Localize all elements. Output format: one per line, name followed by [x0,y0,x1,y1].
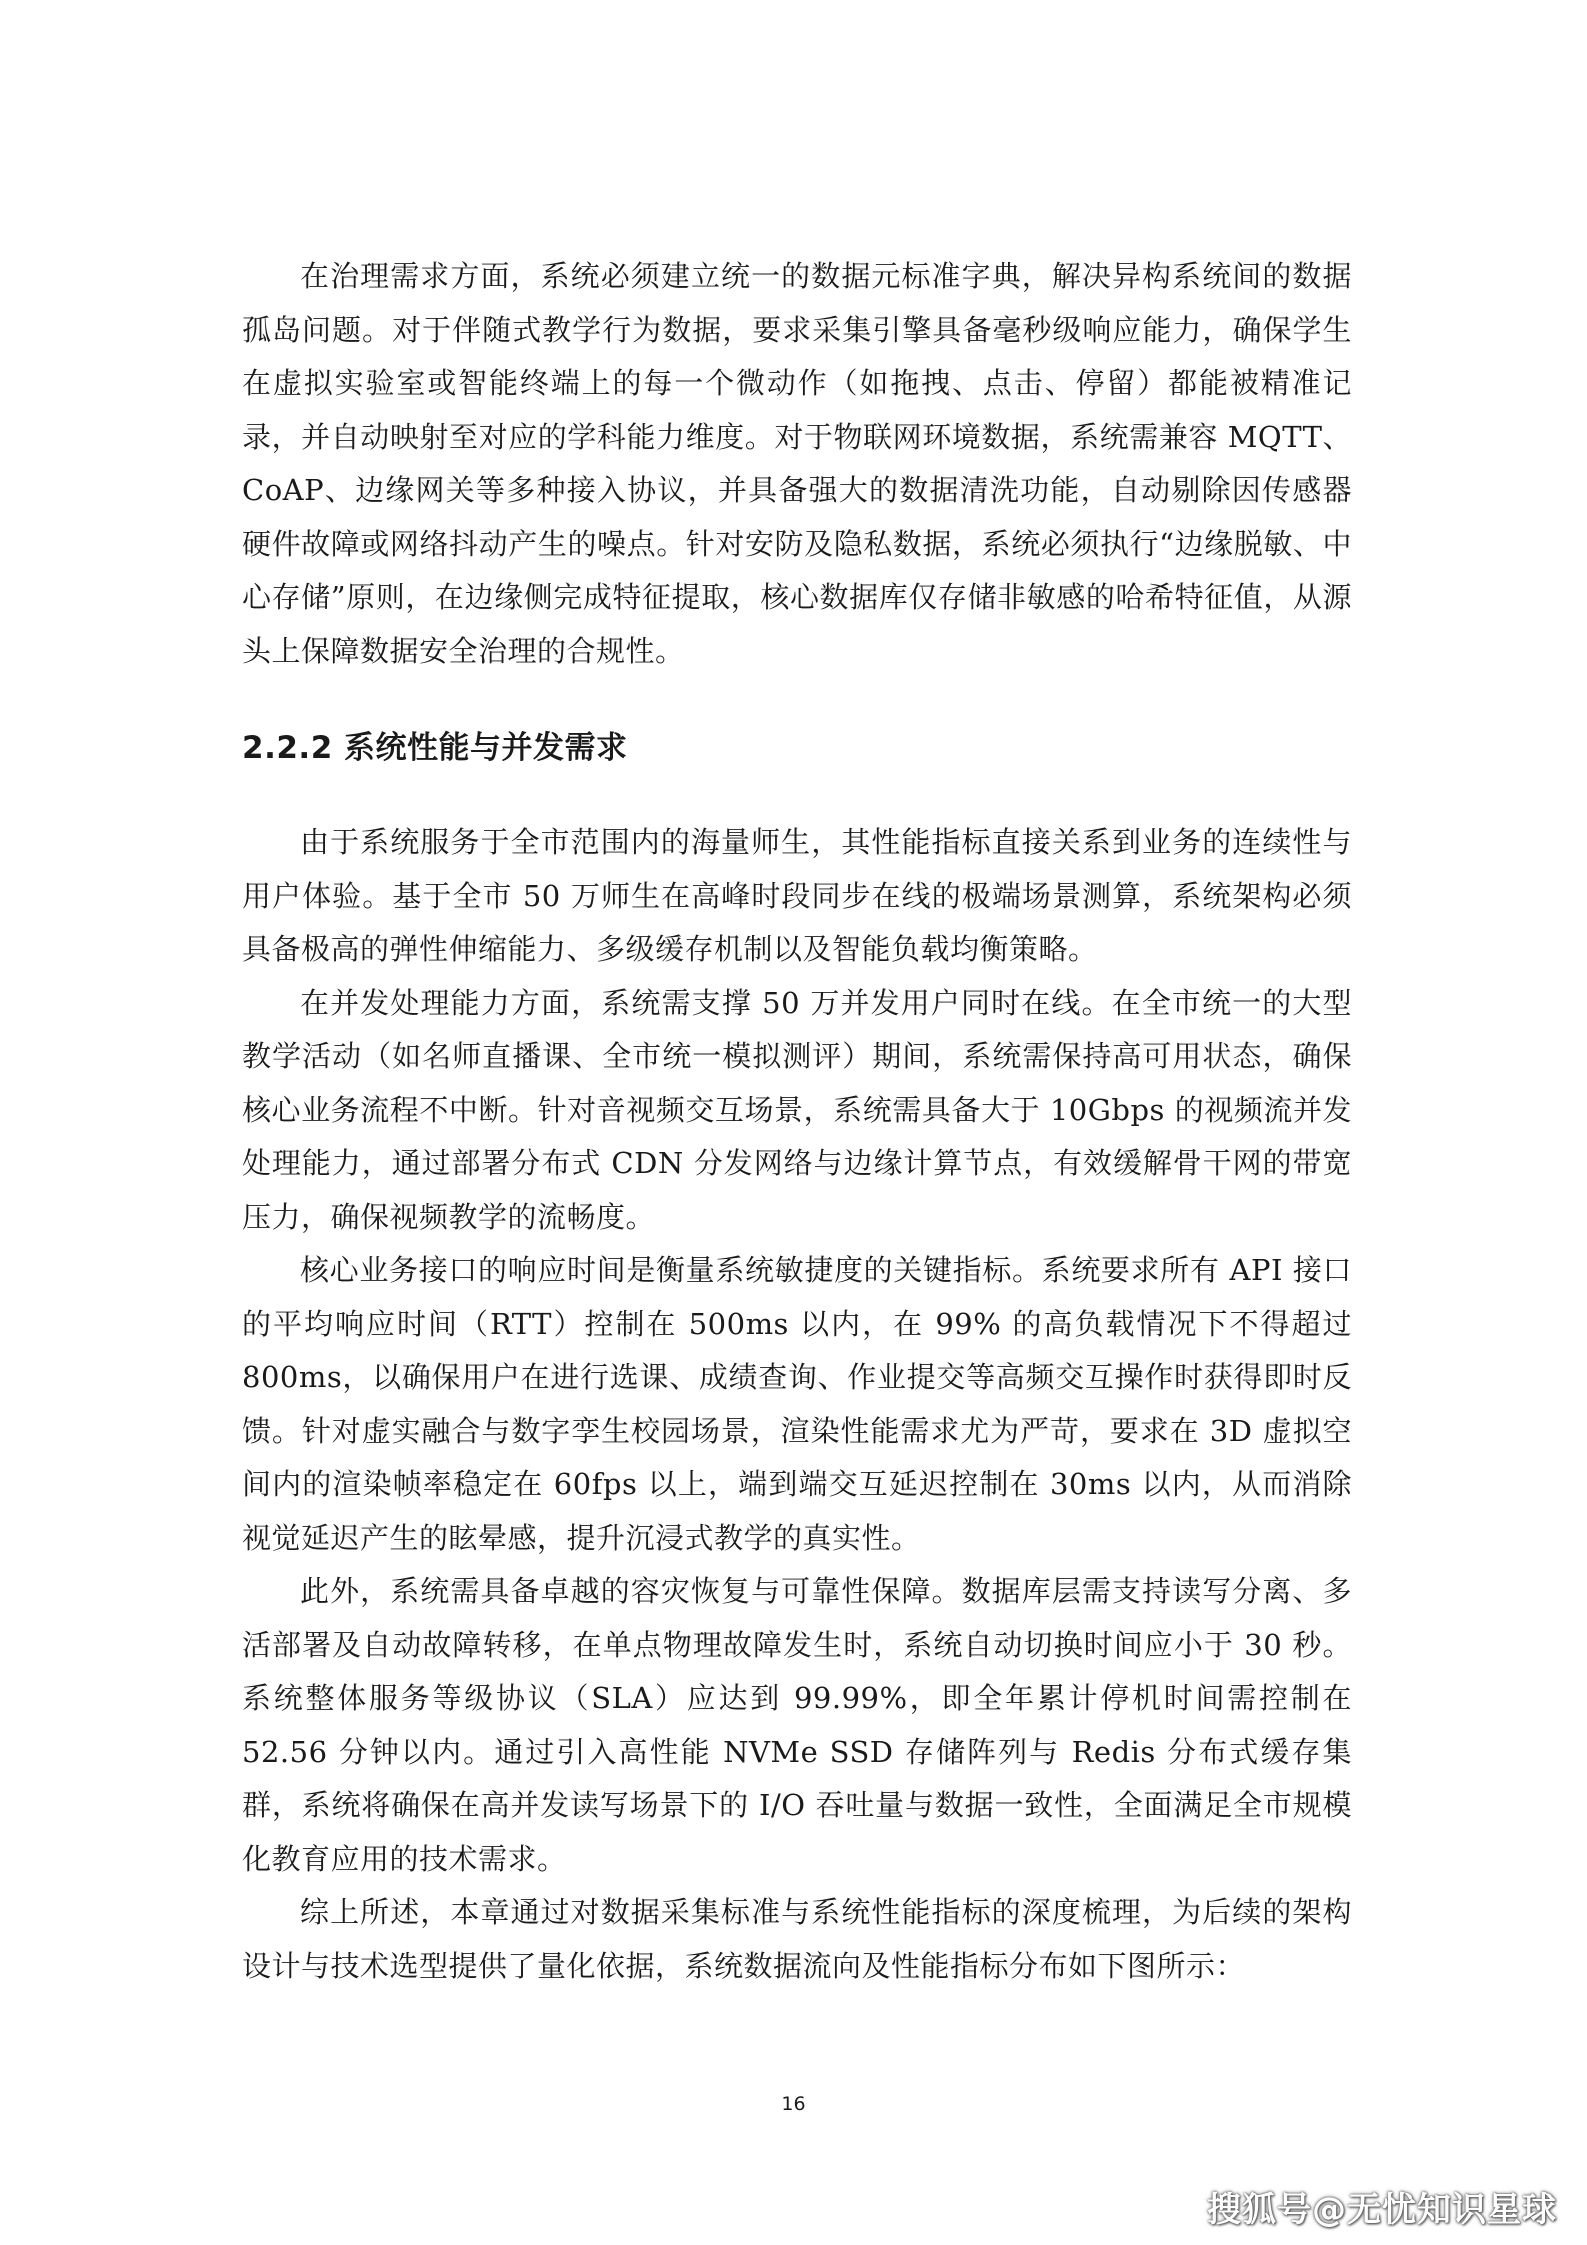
paragraph-governance: 在治理需求方面，系统必须建立统一的数据元标准字典，解决异构系统间的数据孤岛问题。对于伴随式教学行为数据，要求采集引擎具备毫秒级响应能力，确保学生在虚拟实验室或智能终端上的每一个微动作（如拖拽、点击、停留）都能被精准记录，并自动映射至对应的学科能力维度。对于物联网环境数据，系统需兼容 MQTT、CoAP、边缘网关等多种接入协议，并具备强大的数据清洗功能，自动剔除因传感器硬件故障或网络抖动产生的噪点。针对安防及隐私数据，系统必须执行“边缘脱敏、中心存储”原则，在边缘侧完成特征提取，核心数据库仅存储非敏感的哈希特征值，从源头上保障数据安全治理的合规性。 [242,259,1352,668]
page-number: 16 [781,2093,806,2115]
page-content [242,250,1352,1993]
paragraph-summary: 综上所述，本章通过对数据采集标准与系统性能指标的深度梳理，为后续的架构设计与技术选型提供了量化依据，系统数据流向及性能指标分布如下图所示： [242,1895,1352,1983]
section-heading: 2.2.2 系统性能与并发需求 [242,730,628,766]
paragraph-performance-intro: 由于系统服务于全市范围内的海量师生，其性能指标直接关系到业务的连续性与用户体验。基于全市 50 万师生在高峰时段同步在线的极端场景测算，系统架构必须具备极高的弹性伸缩能力、多级缓存机制以及智能负载均衡策略。 [242,825,1352,966]
watermark: 搜狐号@无忧知识星球 [1207,2190,1557,2230]
paragraph-concurrency: 在并发处理能力方面，系统需支撑 50 万并发用户同时在线。在全市统一的大型教学活动（如名师直播课、全市统一模拟测评）期间，系统需保持高可用状态，确保核心业务流程不中断。针对音视频交互场景，系统需具备大于 10Gbps 的视频流并发处理能力，通过部署分布式 CDN 分发网络与边缘计算节点，有效缓解骨干网的带宽压力，确保视频教学的流畅度。 [242,985,1352,1234]
paragraph-response-time: 核心业务接口的响应时间是衡量系统敏捷度的关键指标。系统要求所有 API 接口的平均响应时间（RTT）控制在 500ms 以内，在 99% 的高负载情况下不得超过 800ms，以确保用户在进行选课、成绩查询、作业提交等高频交互操作时获得即时反馈。针对虚实融合与数字孪生校园场景，渲染性能需求尤为严苛，要求在 3D 虚拟空间内的渲染帧率稳定在 60fps 以上，端到端交互延迟控制在 30ms 以内，从而消除视觉延迟产生的眩晕感，提升沉浸式教学的真实性。 [242,1253,1352,1555]
paragraph-disaster-recovery: 此外，系统需具备卓越的容灾恢复与可靠性保障。数据库层需支持读写分离、多活部署及自动故障转移，在单点物理故障发生时，系统自动切换时间应小于 30 秒。系统整体服务等级协议（SLA）应达到 99.99%，即全年累计停机时间需控制在 52.56 分钟以内。通过引入高性能 NVMe SSD 存储阵列与 Redis 分布式缓存集群，系统将确保在高并发读写场景下的 I/O 吞吐量与数据一致性，全面满足全市规模化教育应用的技术需求。 [242,1574,1352,1876]
